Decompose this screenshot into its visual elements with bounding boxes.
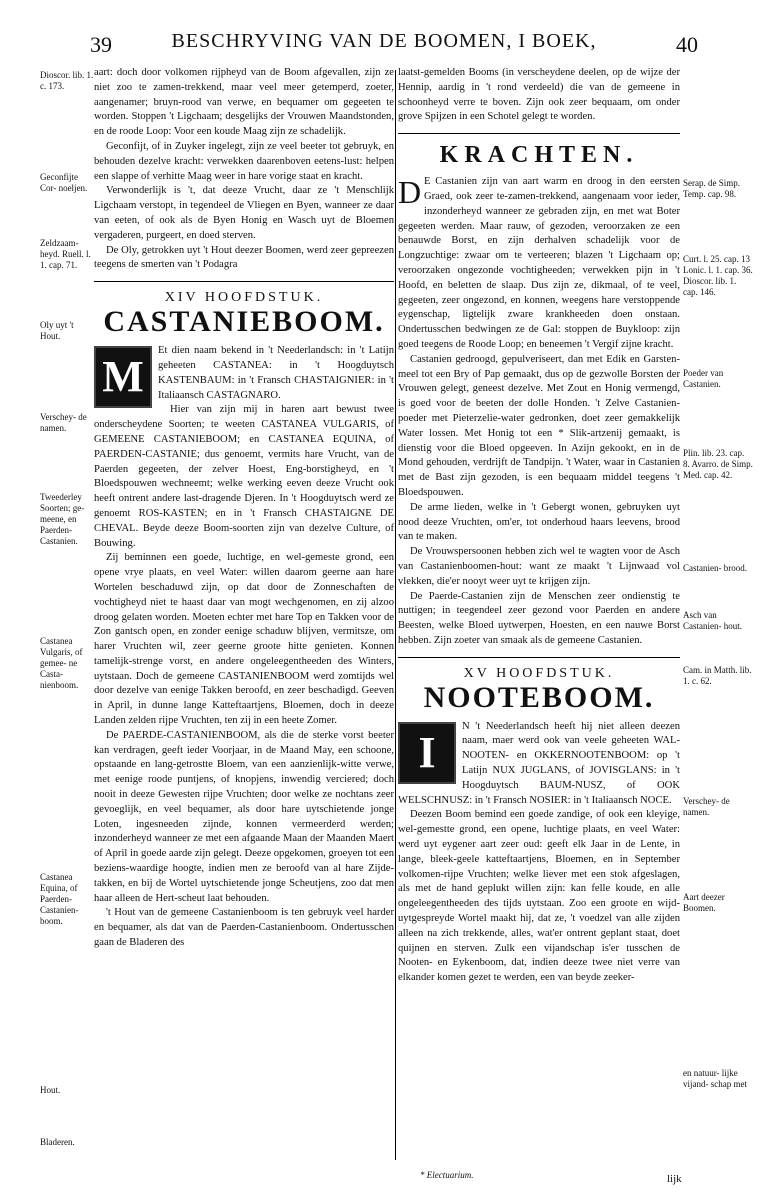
column-divider [395,70,396,1160]
right-column [398,66,680,1200]
margin-note: Castanien- brood. [683,563,747,573]
paragraph: De Oly, getrokken uyt 't Hout deezer Boomen, werd zeer gepreezen teegens de smerten van 't Podagra [94,244,394,271]
paragraph: De Vrouwspersoonen hebben zich wel te wagten voor de Asch van Castanienboomen-hout: want ze maakt 't Lijnwaad vol vlekken, die'er nooyt weer uyt te krijgen zijn. [398,546,680,587]
paragraph: laatst-gemelden Booms (in verscheydene deelen, op de wijze der Hennip, aardig in 't rond verdeeld) die van de gemeene in schoonheyd verre te boven. Zijn ook zeer bequaam, om onder grove Spijzen in een Schotel gelegt te worden. [398,67,680,123]
margin-note: Serap. de Simp. Temp. cap. 98. [683,178,740,199]
paragraph: De PAERDE-CASTANIENBOOM, als die de sterke vorst beeter kan verdragen, geeft ieder Voorjaar, in de Maand May, een schoone, opstaande en lang-getrostte Bloem, van een aanzienlijk-witte verwe, met eenige roode puntjens, of knopjens, inwendig verciered; doch nooit in deeze Gewesten rijpe Vruchten; door welke ze nochtans zeer gevoeglijk, en veel bequamer, als door hare uytschietende jonge Loten, ingesneeden zijnde, konnen vermeerderd werden; inzonderheyd wanneer ze met een afgaande Maan der Maanden Maert of April in goede aarde zijn gelegt. Deeze opgekomen, groeyen tot een beziens-waardige hoogte, indien men ze beroofd van al hare Zijde-takken, en bij de Wortel uytschietende jonge Scheutjens, zoo dat men haar alleen de Hert-scheut laat behouden. [94,729,394,904]
chapter-title: CASTANIEBOOM. [103,305,385,339]
paragraph: Deezen Boom bemind een goede zandige, of ook een kleyige, wel-gemestte grond, een opene, luchtige plaats, en veel Water: werd uyt eygener aart zeer oud: geeft elk Jaar in de Lente, in lange, bleek-geele katteftaartjens, Bloemen, en in September volkomen-rijpe Vruchten; welke liever met een stok afgeslagen, als met de hand geplukt willen zijn: kan felle koude, en alle ongeleegentheeden des tijds uytstaan. Zoo een groote en wijd-uytgespreyde Wortel maakt hij, dat ze, 't voedzel van alle zijden alleen na zich trekkende, alles, wat'er ontrent geplant staat, doet quijnen en sterven. Zulk een vijandschap is'er tusschen de Nooten- en Eykenboom, dat, indien deeze twee niet verre van elkander komen gezet te werden, een van beyde zeeker- [398,809,680,984]
chapter-label: XIV HOOFDSTUK. [164,290,324,306]
margin-note: Geconfijte Cor- noeljen. [40,172,88,193]
page-number-right: 40 [676,32,698,57]
chapter-title: NOOTEBOOM. [423,680,655,714]
margin-note: Verschey- de namen. [683,796,730,817]
page-number-left: 39 [90,32,112,57]
running-title: BESCHRYVING VAN DE BOOMEN, I BOEK, [171,30,597,52]
section-rule [94,281,394,282]
margin-note: Aart deezer Boomen. [683,892,725,913]
paragraph: E Castanien zijn van aart warm en droog in den eersten Graed, ook zeer te-zamen-trekkend, aangenaam voor ieder, inzonderheyd wanneer ze gebraden zijn, en met wat Boter gegeeten werden. Maar rauw, of gezoden, veroorzaken ze een benauwde Borst, en zijn derhalven schadelijk voor de Longzuchtige: zwaar om te verteeren; blazen 't Ligchaam op; veroorzaken ongezonde vochtigheeden; verwekken pijn in 't Hoofd, en beletten de slaap. Dus zijn ze, dikmaal, of te veel, gegeeten, zeer ongezond, en konnen, weegens hare verstoppende eygenschap, ligtelijk zware krankheeden doen onstaan. Ondertusschen bedwingen ze de Gal: stoppen de Buykloop: zijn goed teegens de Roode Loop; en beneemen 't Vergif zijne kracht. [398,176,680,350]
chapter-label: XV HOOFDSTUK. [463,665,615,681]
paragraph: Verwonderlijk is 't, dat deeze Vrucht, daar ze 't Menschlijk Ligchaam verstopt, in tegendeel de Vliegen en Byen, wanneer ze daar van eeten, of ook als de Byen Honig en Wasch uyt de Bloemen vergaderen, purgeert, en doed sterven. [94,185,394,241]
margin-note: Asch van Castanien- hout. [683,610,742,631]
margin-note: Cam. in Matth. lib. 1. c. 62. [683,665,752,686]
margin-note: Oly uyt 't Hout. [40,320,74,341]
margin-note: Curt. l. 25. cap. 13 Lonic. l. 1. cap. 36. Dioscor. lib. 1. cap. 146. [683,254,753,297]
margin-note: Plin. lib. 23. cap. 8. Avarro. de Simp. Med. cap. 42. [683,448,753,480]
paragraph: De Paerde-Castanien zijn de Menschen zeer ondienstig te nuttigen; in teegendeel zeer gezond voor Paerden en andere Beesten, welke Bloed uytwerpen, Hoesten, en een nauwe Borst hebben. Zijn zoeter van smaak als de gemeene Castanien. [398,590,680,646]
catchword: lijk [667,1173,682,1185]
margin-note: Tweederley Soorten; ge- meene, en Paerden- Castanien. [40,492,85,546]
margin-note: Dioscor. lib. 1. c. 173. [40,70,94,91]
margin-note: Poeder van Castanien. [683,368,724,389]
drop-capital: M [94,346,152,408]
paragraph: aart: doch door volkomen rijpheyd van de Boom afgevallen, zijn ze niet zoo te zamen-trekkend, maar veel meer getemperd, zoeter, aangenamer; bruyn-rood van verwe, en bequamer om gegeeten te worden. Stoppen 't Ligchaam; desgelijks der Vrouwen Maandstonden, en de roode Loop: Voor een koude Maag zijn ze schadelijk. [94,67,394,138]
section-title: KRACHTEN. [439,142,639,169]
paragraph: Et dien naam bekend in 't Neederlandsch: in 't Latijn geheeten CASTANEA: in 't Hoogduytsch KASTENBAUM: in 't Fransch CHASTAIGNIER: in 't Italiaansch CASTAGNARO. [158,345,394,401]
margin-note: Zeldzaam- heyd. Ruell. l. 1. cap. 71. [40,238,91,270]
margin-note: Castanea Equina, of Paerden- Castanien- boom. [40,872,79,926]
margin-note: Bladeren. [40,1137,75,1147]
paragraph: Zij beminnen een goede, luchtige, en wel-gemeste grond, een opene vrye plaats, en veel Water: willen daarom geerne aan hare Wortelen beschaduwd zijn, op dat door de Zonneschaften de vochtigheyd niet te haast daar van mogt wechgenomen, en zij alzoo droog gelaten worden. Moeten echter met hare Top en Takken voor de Zon gantsch open, en zonder eenige schaduw blijven, vermitsze, om harer Vruchten wil, zeer geerne groote hitte genieten. Konnen tamelijk-strenge vorst, en andere ongeleegentheeden des Winters, uytstaan. Doch de gemeene CASTANIENBOOM werd zomtijds wel door dezelve van eenige Takken beroofd, en zeer beschadigd. Geeven in April, in dunne lange Katteftaartjens, Bloemen, doch in deeze Landen zelden rijpe Vruchten, ten zij in een heete Zomer. [94,552,394,727]
margin-note: en natuur- lijke vijand- schap met [683,1068,747,1089]
page-header [40,30,728,66]
paragraph: Castanien gedroogd, gepulveriseert, dan met Edik en Garsten-meel tot een Bry of Pap gemaakt, dus op de gezwolle Borsten der Vrouwen gelegt, geneest dezelve. Met Zout en Honig vermengd, is goed voor de beeten der dolle Honden. 't Zelve Castanien-poeder met Pieterzelie-water gedronken, doet zeer gemakkelijk Water lossen. Met Honig tot een * Slik-artzenij gemaakt, is dienstig voor die Bloed opgeeven. In Azijn gekookt, en in de Mond gehouden, verdrijft de Tandpijn. 't Water, waar in Castanien met de Bast zijn gezoden, is een bequaam middel teegens 't Bloedspouwen. [398,353,680,498]
paragraph: N 't Neederlandsch heeft hij niet alleen deezen naam, maer werd ook van veele geheeten WAL-NOOTEN- en OKKERNOOTENBOOM: op 't Latijn NUX JUGLANS, of JOVISGLANS: in 't Hoogduytsch BAUM-NUSZ, of OOK WELSCHNUSZ: in 't Fransch NOSIER: in 't Italiaansch NOCE. [398,720,680,806]
footnote: * Electuarium. [420,1170,474,1180]
section-rule [398,657,680,658]
margin-note: Hout. [40,1085,61,1095]
drop-capital: I [398,722,456,784]
paragraph: De arme lieden, welke in 't Gebergt wonen, gebruyken uyt nood deeze Vruchten, om'er, tot onderhoud haars leevens, brood van te maken. [398,501,680,543]
section-rule [398,133,680,134]
paragraph: Geconfijt, of in Zuyker ingelegt, zijn ze veel beeter tot gebruyk, en behouden dezelve kracht: verwekken daarenboven eetens-lust: helpen een slappe of verhitte Maag weer in hare vorige staat en kracht. [94,140,394,182]
margin-note: Castanea Vulgaris, of gemee- ne Casta- nienboom. [40,636,83,690]
paragraph: 't Hout van de gemeene Castanienboom is ten gebruyk veel harder en bequamer, als dat van de Paerden-Castanienboom. Ondertusschen gaan de Bladeren des [94,907,394,949]
margin-note: Verschey- de namen. [40,412,87,433]
paragraph: Hier van zijn mij in haren aart bewust twee onderscheydene Soorten; te weeten CASTANEA VULGARIS, of GEMEENE CASTANIEBOOM; en CASTANEA EQUINA, of PAERDEN-CASTANIE; dus genoemt, vermits hare Vrucht, van de Paerden gegeeten, der zelver Hoest, Eng-borstigheyd, en 't Bloedspouwen wechneemt; welke werking eeven deeze Vrucht ook heeft ontrent andere last-dragende Djeren. In 't Hoogduytsch werd ze genoemt ROS-KASTEN; en in 't Fransch CHASTAIGNE DE CHEVAL. Beyde deeze Boom-soorten zijn van dezelve Culture, of Bouwing. [94,404,394,549]
left-column [94,66,394,1200]
drop-capital: D [398,174,422,211]
